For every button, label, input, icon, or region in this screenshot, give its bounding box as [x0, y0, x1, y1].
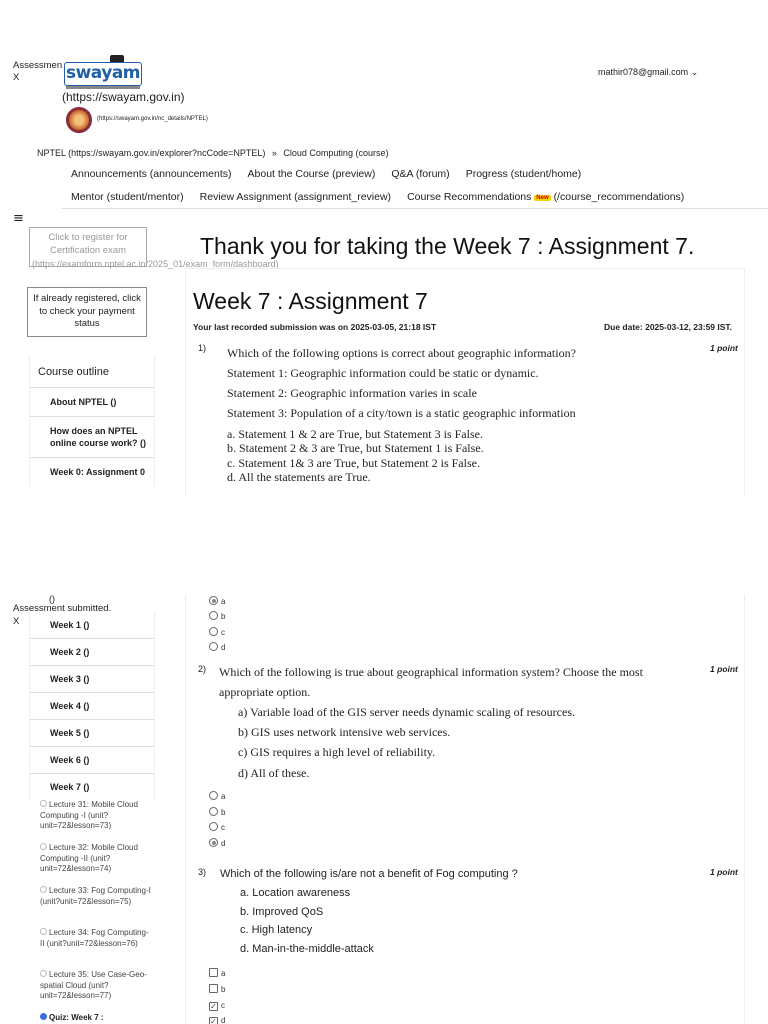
question-choice-text: d. All the statements are True.	[227, 470, 371, 484]
option-d-checkbox[interactable]: ✓ d	[210, 1016, 226, 1024]
option-a-checkbox[interactable]: a	[209, 968, 225, 980]
assignment-title: Week 7 : Assignment 7	[193, 288, 428, 314]
option-c-radio[interactable]: c	[209, 822, 225, 834]
payment-status-button[interactable]: If already registered, click to check your payment status	[27, 287, 147, 337]
nav-about-course[interactable]: About the Course (preview)	[247, 168, 376, 180]
lecture-item[interactable]	[40, 843, 152, 875]
outline-week1[interactable]: Week 1 ()	[30, 612, 154, 639]
user-email: mathir078@gmail.com	[598, 67, 689, 77]
lecture-item[interactable]	[40, 928, 152, 949]
lecture-item[interactable]	[40, 800, 152, 832]
question-number: 3)	[198, 867, 207, 877]
question-points: 1 point	[710, 343, 738, 353]
assessment-submitted-text: Assessment submitted.	[13, 603, 112, 614]
close-x[interactable]: X	[13, 72, 20, 83]
question-choice-text: a. Location awareness	[240, 887, 351, 899]
question-choice-text: c) GIS requires a high level of reliability.	[238, 745, 436, 759]
checkbox-icon	[209, 968, 218, 977]
radio-selected-icon	[209, 838, 218, 847]
question-statement: Statement 2: Geographic information varies in scale	[227, 386, 477, 400]
register-exam-button[interactable]: Click to register for Certification exam	[29, 227, 147, 267]
breadcrumb-course[interactable]: Cloud Computing (course)	[283, 148, 389, 158]
lecture-label: Lecture 34: Fog Computing-II (unit?unit=72&lesson=76)	[40, 928, 149, 948]
register-exam-url[interactable]: (https://examform.nptel.ac.in/2025_01/exam_form/dashboard)	[32, 259, 279, 269]
checkbox-checked-icon: ✓	[210, 1017, 217, 1024]
outline-week6[interactable]: Week 6 ()	[30, 747, 154, 774]
lecture-status-icon	[40, 970, 47, 977]
question-choice-text: a) Variable load of the GIS server needs dynamic scaling of resources.	[238, 705, 575, 719]
course-outline-panel	[29, 356, 155, 486]
option-b-checkbox[interactable]: b	[209, 984, 225, 996]
option-c-checkbox[interactable]: ✓ c	[210, 1001, 225, 1011]
breadcrumb	[37, 148, 388, 158]
course-nav-row2	[71, 191, 684, 203]
outline-week0[interactable]: Week 0: Assignment 0	[50, 467, 146, 477]
nptel-link[interactable]: (https://swayam.gov.in/nc_details/NPTEL)	[97, 116, 208, 122]
radio-selected-icon	[209, 596, 218, 605]
lecture-label: Lecture 33: Fog Computing-I (unit?unit=72&lesson=75)	[40, 886, 151, 906]
course-outline-heading: Course outline	[30, 356, 154, 388]
option-b-radio[interactable]: b	[209, 807, 225, 819]
question-points: 1 point	[710, 664, 738, 674]
logo-tagline	[66, 86, 140, 89]
question-number: 2)	[198, 664, 207, 674]
course-rec-link: (/course_recommendations)	[553, 191, 685, 203]
lecture-status-icon	[40, 843, 47, 850]
radio-icon	[209, 611, 218, 620]
nav-course-recommendations[interactable]	[407, 191, 684, 203]
quiz-status-icon	[40, 1013, 47, 1020]
stray-paren: ()	[49, 594, 55, 604]
weeks-list	[29, 612, 155, 800]
quiz-label: Quiz: Week 7 :	[49, 1013, 104, 1022]
hamburger-menu-icon[interactable]: ≡	[13, 211, 24, 226]
question-choice-text: b) GIS uses network intensive web services.	[238, 725, 451, 739]
lecture-status-icon	[40, 928, 47, 935]
checkbox-checked-icon: ✓	[210, 1002, 217, 1011]
question-choice-text: b. Statement 2 & 3 are True, but Statement 1 is False.	[227, 441, 484, 455]
outline-how-course-works[interactable]: How does an NPTEL online course work? ()	[30, 417, 154, 458]
question-text: Which of the following is true about geographical information system? Choose the most	[219, 665, 643, 679]
lecture-status-icon	[40, 800, 47, 807]
lecture-label: Lecture 35: Use Case-Geo-spatial Cloud (unit?unit=72&lesson=77)	[40, 970, 147, 1000]
outline-about-nptel[interactable]: About NPTEL ()	[30, 388, 154, 417]
nav-mentor[interactable]: Mentor (student/mentor)	[71, 191, 184, 203]
user-menu[interactable]	[598, 67, 698, 78]
nav-progress[interactable]: Progress (student/home)	[465, 168, 582, 180]
question-choice-text: a. Statement 1 & 2 are True, but Statement 3 is False.	[227, 427, 483, 441]
breadcrumb-separator: »	[271, 148, 277, 158]
question-text: Which of the following is/are not a benefit of Fog computing ?	[220, 868, 518, 880]
lecture-item[interactable]	[40, 970, 152, 1002]
lecture-status-icon	[40, 886, 47, 893]
option-a-radio[interactable]: a	[209, 791, 225, 803]
radio-icon	[209, 642, 218, 651]
lecture-label: Lecture 31: Mobile Cloud Computing -I (unit?unit=72&lesson=73)	[40, 800, 138, 830]
lecture-item[interactable]	[40, 886, 152, 907]
question-statement: Statement 1: Geographic information could be static or dynamic.	[227, 366, 539, 380]
submitted-close-x[interactable]: X	[13, 616, 20, 627]
nav-review-assignment[interactable]: Review Assignment (assignment_review)	[199, 191, 392, 203]
radio-icon	[209, 791, 218, 800]
outline-week2[interactable]: Week 2 ()	[30, 639, 154, 666]
due-date: Due date: 2025-03-12, 23:59 IST.	[604, 322, 733, 332]
swayam-link[interactable]: (https://swayam.gov.in)	[62, 90, 185, 104]
question-text-cont: appropriate option.	[219, 685, 311, 699]
question-choice-text: c. High latency	[240, 924, 313, 936]
checkbox-icon	[209, 984, 218, 993]
question-choice-text: c. Statement 1& 3 are True, but Statement 2 is False.	[227, 456, 480, 470]
new-badge: New	[536, 195, 549, 201]
outline-week7[interactable]: Week 7 ()	[50, 782, 90, 792]
option-b-radio[interactable]: b	[209, 611, 225, 623]
swayam-logo[interactable]: swayam	[64, 62, 142, 86]
option-d-radio[interactable]: d	[209, 642, 225, 654]
option-d-radio[interactable]: d	[209, 838, 225, 850]
chevron-down-icon: ⌄	[690, 67, 699, 77]
outline-week3[interactable]: Week 3 ()	[30, 666, 154, 693]
breadcrumb-nptel[interactable]: NPTEL (https://swayam.gov.in/explorer?ncCode=NPTEL)	[37, 148, 266, 158]
question-number: 1)	[198, 343, 207, 353]
question-choice-text: d) All of these.	[238, 766, 310, 780]
nav-qa-forum[interactable]: Q&A (forum)	[391, 168, 450, 180]
radio-icon	[209, 807, 218, 816]
course-nav-row1	[71, 168, 597, 180]
radio-icon	[209, 822, 218, 831]
assessment-label: Assessmen	[13, 60, 63, 71]
outline-week4[interactable]: Week 4 ()	[30, 693, 154, 720]
question-text: Which of the following options is correct about geographic information?	[227, 346, 576, 360]
question-statement: Statement 3: Population of a city/town is a static geographic information	[227, 406, 576, 420]
option-a-radio[interactable]: a	[209, 596, 225, 608]
nav-divider	[62, 208, 768, 209]
question-points: 1 point	[710, 867, 738, 877]
lecture-label: Lecture 32: Mobile Cloud Computing -II (unit?unit=72&lesson=74)	[40, 843, 138, 873]
thank-you-heading: Thank you for taking the Week 7 : Assignment 7.	[200, 233, 695, 259]
last-submission: Your last recorded submission was on 2025-03-05, 21:18 IST	[193, 322, 437, 332]
course-rec-label: Course Recommendations	[407, 191, 532, 203]
option-c-radio[interactable]: c	[209, 627, 225, 639]
assignment-panel-bottom	[185, 594, 745, 1024]
nav-announcements[interactable]: Announcements (announcements)	[71, 168, 232, 180]
question-choice-text: d. Man-in-the-middle-attack	[240, 943, 374, 955]
nptel-logo-icon[interactable]	[66, 107, 92, 133]
question-choice-text: b. Improved QoS	[240, 906, 324, 918]
radio-icon	[209, 627, 218, 636]
quiz-week7-item[interactable]	[40, 1013, 104, 1022]
outline-week5[interactable]: Week 5 ()	[30, 720, 154, 747]
